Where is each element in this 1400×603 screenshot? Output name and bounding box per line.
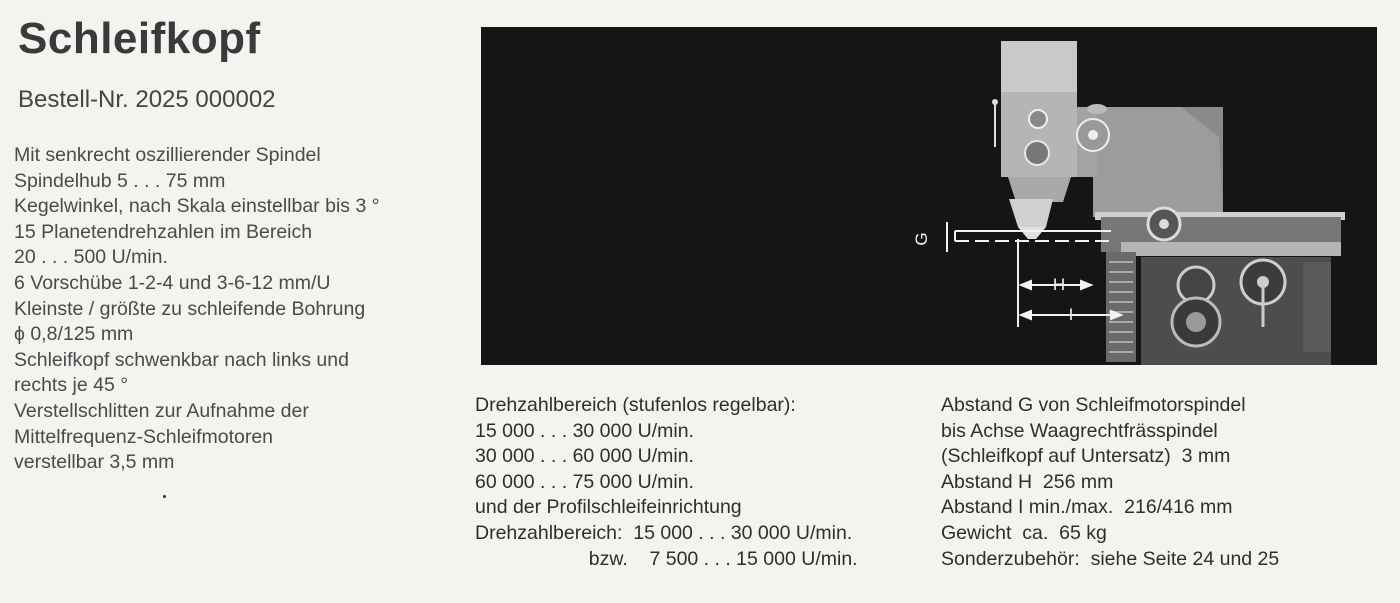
- dimension-line: Gewicht ca. 65 kg: [941, 521, 1107, 544]
- page-title: Schleifkopf: [18, 14, 261, 63]
- speed-line: bzw. 7 500 . . . 15 000 U/min.: [475, 547, 858, 570]
- spec-line: Mittelfrequenz-Schleifmotoren: [14, 425, 274, 448]
- speed-line: 30 000 . . . 60 000 U/min.: [475, 445, 694, 468]
- speed-range-list: [475, 393, 858, 572]
- spec-line: 20 . . . 500 U/min.: [14, 246, 168, 269]
- spec-line: verstellbar 3,5 mm: [14, 451, 175, 474]
- speed-line: und der Profilschleifeinrichtung: [475, 496, 742, 519]
- spec-line: Schleifkopf schwenkbar nach links und: [14, 348, 349, 371]
- dim-label-g: G: [912, 232, 931, 246]
- spec-list: [14, 143, 464, 476]
- dimension-line: Abstand I min./max. 216/416 mm: [941, 496, 1233, 519]
- spec-line: rechts je 45 °: [14, 374, 129, 397]
- dimension-line: bis Achse Waagrechtfrässpindel: [941, 419, 1218, 442]
- stray-dot: [163, 495, 166, 498]
- dimension-line: Abstand G von Schleifmotorspindel: [941, 394, 1246, 416]
- spec-line: Kegelwinkel, nach Skala einstellbar bis 3 °: [14, 195, 380, 218]
- order-number: Bestell-Nr. 2025 000002: [18, 86, 276, 113]
- speed-line: Drehzahlbereich: 15 000 . . . 30 000 U/min.: [475, 521, 853, 544]
- dimension-list: [941, 393, 1279, 572]
- spec-line: ϕ 0,8/125 mm: [14, 323, 134, 346]
- dimension-line: Abstand H 256 mm: [941, 470, 1114, 493]
- spec-line: Spindelhub 5 . . . 75 mm: [14, 169, 226, 192]
- speed-line: 15 000 . . . 30 000 U/min.: [475, 419, 694, 442]
- spec-line: Verstellschlitten zur Aufnahme der: [14, 399, 309, 422]
- dim-label-i: I: [1068, 305, 1074, 324]
- dimension-line: Sonderzubehör: siehe Seite 24 und 25: [941, 547, 1280, 570]
- spec-line: 6 Vorschübe 1-2-4 und 3-6-12 mm/U: [14, 271, 331, 294]
- dimension-line: (Schleifkopf auf Untersatz) 3 mm: [941, 445, 1231, 468]
- speed-line: 60 000 . . . 75 000 U/min.: [475, 470, 694, 493]
- speed-line: Drehzahlbereich (stufenlos regelbar):: [475, 394, 796, 416]
- dim-label-h: H: [1052, 275, 1066, 294]
- spec-line: Mit senkrecht oszillierender Spindel: [14, 144, 321, 166]
- spec-line: 15 Planetendrehzahlen im Bereich: [14, 220, 313, 243]
- spec-line: Kleinste / größte zu schleifende Bohrung: [14, 297, 366, 320]
- product-photo: [481, 27, 1377, 365]
